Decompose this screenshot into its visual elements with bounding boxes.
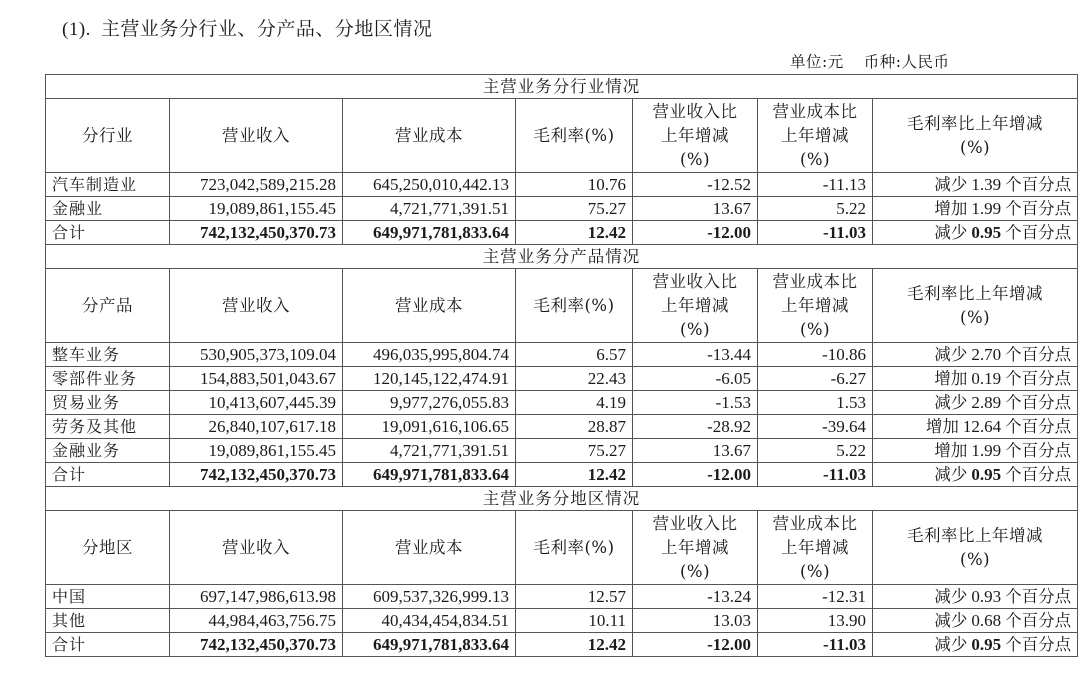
cell-gross-margin: 75.27 xyxy=(516,197,633,221)
margin-direction: 增加 xyxy=(934,368,968,388)
header-revenue: 营业收入 xyxy=(170,99,343,173)
margin-direction: 减少 xyxy=(934,610,968,630)
margin-points: 1.99 xyxy=(971,440,1002,460)
cell-revenue: 742,132,450,370.73 xyxy=(170,221,343,245)
cell-revenue-change: -13.24 xyxy=(633,585,758,609)
margin-points: 0.68 xyxy=(971,610,1002,630)
header-cost-change: 营业成本比 上年增减 (%) xyxy=(758,511,873,585)
cell-margin-change xyxy=(873,391,1078,415)
margin-direction: 增加 xyxy=(925,416,959,436)
header-revenue: 营业收入 xyxy=(170,269,343,343)
cell-gross-margin: 12.42 xyxy=(516,463,633,487)
margin-unit: 个百分点 xyxy=(1005,392,1072,412)
header-gross-margin: 毛利率(%) xyxy=(516,511,633,585)
cell-cost-change: 1.53 xyxy=(758,391,873,415)
cell-revenue-change: 13.67 xyxy=(633,197,758,221)
margin-points: 0.19 xyxy=(971,368,1002,388)
margin-unit: 个百分点 xyxy=(1005,368,1072,388)
total-row xyxy=(46,463,1078,487)
cell-cost: 40,434,454,834.51 xyxy=(343,609,516,633)
main-business-table xyxy=(45,74,1078,657)
cell-gross-margin: 12.42 xyxy=(516,221,633,245)
cell-revenue: 697,147,986,613.98 xyxy=(170,585,343,609)
cell-cost-change: -12.31 xyxy=(758,585,873,609)
cell-revenue: 44,984,463,756.75 xyxy=(170,609,343,633)
margin-unit: 个百分点 xyxy=(1005,198,1072,218)
cell-gross-margin: 22.43 xyxy=(516,367,633,391)
cell-revenue: 19,089,861,155.45 xyxy=(170,197,343,221)
cell-cost: 120,145,122,474.91 xyxy=(343,367,516,391)
header-cost: 营业成本 xyxy=(343,511,516,585)
cell-margin-change xyxy=(873,633,1078,657)
margin-direction: 减少 xyxy=(934,586,968,606)
row-label: 其他 xyxy=(46,609,170,633)
cell-margin-change xyxy=(873,343,1078,367)
cell-revenue: 10,413,607,445.39 xyxy=(170,391,343,415)
row-label: 劳务及其他 xyxy=(46,415,170,439)
cell-cost-change: 13.90 xyxy=(758,609,873,633)
cell-cost: 649,971,781,833.64 xyxy=(343,221,516,245)
margin-unit: 个百分点 xyxy=(1005,634,1072,654)
row-label: 合计 xyxy=(46,633,170,657)
cell-gross-margin: 75.27 xyxy=(516,439,633,463)
cell-revenue-change: -28.92 xyxy=(633,415,758,439)
cell-cost-change: -11.03 xyxy=(758,463,873,487)
cell-revenue: 19,089,861,155.45 xyxy=(170,439,343,463)
cell-gross-margin: 6.57 xyxy=(516,343,633,367)
header-revenue-change: 营业收入比 上年增减 (%) xyxy=(633,511,758,585)
cell-revenue: 26,840,107,617.18 xyxy=(170,415,343,439)
cell-margin-change xyxy=(873,221,1078,245)
margin-points: 0.95 xyxy=(971,464,1002,484)
header-cost: 营业成本 xyxy=(343,269,516,343)
margin-points: 0.95 xyxy=(971,222,1002,242)
section-title-row xyxy=(46,487,1078,511)
margin-unit: 个百分点 xyxy=(1005,464,1072,484)
section-heading-text: 主营业务分行业、分产品、分地区情况 xyxy=(100,18,433,40)
cell-cost: 649,971,781,833.64 xyxy=(343,463,516,487)
table-body xyxy=(46,75,1078,657)
margin-points: 12.64 xyxy=(962,416,1002,436)
cell-revenue-change: 13.03 xyxy=(633,609,758,633)
table-row xyxy=(46,439,1078,463)
section-number: (1). xyxy=(62,19,91,40)
margin-points: 1.39 xyxy=(971,174,1002,194)
table-row xyxy=(46,609,1078,633)
cell-revenue: 154,883,501,043.67 xyxy=(170,367,343,391)
cell-cost: 609,537,326,999.13 xyxy=(343,585,516,609)
header-gross-margin: 毛利率(%) xyxy=(516,99,633,173)
cell-cost-change: -6.27 xyxy=(758,367,873,391)
cell-cost: 19,091,616,106.65 xyxy=(343,415,516,439)
table-row xyxy=(46,391,1078,415)
cell-cost-change: -39.64 xyxy=(758,415,873,439)
cell-gross-margin: 28.87 xyxy=(516,415,633,439)
margin-unit: 个百分点 xyxy=(1005,222,1072,242)
row-label: 零部件业务 xyxy=(46,367,170,391)
cell-gross-margin: 12.57 xyxy=(516,585,633,609)
cell-cost-change: 5.22 xyxy=(758,197,873,221)
column-header-row xyxy=(46,269,1078,343)
cell-cost: 9,977,276,055.83 xyxy=(343,391,516,415)
header-dimension: 分地区 xyxy=(46,511,170,585)
header-margin-change: 毛利率比上年增减 (%) xyxy=(873,269,1078,343)
margin-direction: 减少 xyxy=(934,392,968,412)
cell-revenue-change: -12.00 xyxy=(633,633,758,657)
cell-gross-margin: 12.42 xyxy=(516,633,633,657)
row-label: 金融业 xyxy=(46,197,170,221)
section-heading xyxy=(62,14,432,41)
cell-cost-change: -11.13 xyxy=(758,173,873,197)
cell-gross-margin: 10.11 xyxy=(516,609,633,633)
cell-cost-change: -10.86 xyxy=(758,343,873,367)
header-margin-change: 毛利率比上年增减 (%) xyxy=(873,511,1078,585)
margin-direction: 减少 xyxy=(934,634,968,654)
table-row xyxy=(46,415,1078,439)
cell-revenue: 742,132,450,370.73 xyxy=(170,463,343,487)
row-label: 汽车制造业 xyxy=(46,173,170,197)
section-title: 主营业务分行业情况 xyxy=(46,75,1078,99)
section-title-row xyxy=(46,245,1078,269)
header-margin-change: 毛利率比上年增减 (%) xyxy=(873,99,1078,173)
cell-cost: 649,971,781,833.64 xyxy=(343,633,516,657)
cell-revenue: 723,042,589,215.28 xyxy=(170,173,343,197)
row-label: 贸易业务 xyxy=(46,391,170,415)
margin-unit: 个百分点 xyxy=(1005,174,1072,194)
margin-unit: 个百分点 xyxy=(1005,586,1072,606)
cell-cost: 496,035,995,804.74 xyxy=(343,343,516,367)
cell-margin-change xyxy=(873,367,1078,391)
margin-unit: 个百分点 xyxy=(1005,344,1072,364)
currency-label: 币种:人民币 xyxy=(863,53,950,71)
cell-cost-change: 5.22 xyxy=(758,439,873,463)
margin-points: 0.95 xyxy=(971,634,1002,654)
margin-direction: 增加 xyxy=(934,440,968,460)
section-title: 主营业务分地区情况 xyxy=(46,487,1078,511)
section-title: 主营业务分产品情况 xyxy=(46,245,1078,269)
row-label: 中国 xyxy=(46,585,170,609)
cell-revenue-change: -12.00 xyxy=(633,463,758,487)
column-header-row xyxy=(46,99,1078,173)
cell-margin-change xyxy=(873,585,1078,609)
header-dimension: 分行业 xyxy=(46,99,170,173)
cell-revenue-change: -13.44 xyxy=(633,343,758,367)
margin-unit: 个百分点 xyxy=(1005,610,1072,630)
header-revenue-change: 营业收入比 上年增减 (%) xyxy=(633,269,758,343)
margin-points: 0.93 xyxy=(971,586,1002,606)
row-label: 整车业务 xyxy=(46,343,170,367)
cell-revenue-change: -12.00 xyxy=(633,221,758,245)
cell-margin-change xyxy=(873,415,1078,439)
header-gross-margin: 毛利率(%) xyxy=(516,269,633,343)
header-cost: 营业成本 xyxy=(343,99,516,173)
header-dimension: 分产品 xyxy=(46,269,170,343)
cell-margin-change xyxy=(873,463,1078,487)
cell-margin-change xyxy=(873,439,1078,463)
cell-revenue-change: 13.67 xyxy=(633,439,758,463)
cell-cost-change: -11.03 xyxy=(758,633,873,657)
table-row xyxy=(46,367,1078,391)
cell-cost-change: -11.03 xyxy=(758,221,873,245)
cell-cost: 4,721,771,391.51 xyxy=(343,197,516,221)
unit-label: 单位:元 xyxy=(790,53,844,71)
cell-revenue: 530,905,373,109.04 xyxy=(170,343,343,367)
cell-revenue-change: -12.52 xyxy=(633,173,758,197)
cell-revenue-change: -6.05 xyxy=(633,367,758,391)
row-label: 合计 xyxy=(46,463,170,487)
cell-margin-change xyxy=(873,173,1078,197)
margin-direction: 减少 xyxy=(934,222,968,242)
row-label: 合计 xyxy=(46,221,170,245)
row-label: 金融业务 xyxy=(46,439,170,463)
cell-revenue: 742,132,450,370.73 xyxy=(170,633,343,657)
cell-margin-change xyxy=(873,197,1078,221)
margin-direction: 减少 xyxy=(934,464,968,484)
total-row xyxy=(46,221,1078,245)
cell-gross-margin: 4.19 xyxy=(516,391,633,415)
header-cost-change: 营业成本比 上年增减 (%) xyxy=(758,99,873,173)
total-row xyxy=(46,633,1078,657)
cell-revenue-change: -1.53 xyxy=(633,391,758,415)
header-cost-change: 营业成本比 上年增减 (%) xyxy=(758,269,873,343)
margin-points: 1.99 xyxy=(971,198,1002,218)
margin-direction: 增加 xyxy=(934,198,968,218)
cell-gross-margin: 10.76 xyxy=(516,173,633,197)
header-revenue-change: 营业收入比 上年增减 (%) xyxy=(633,99,758,173)
cell-cost: 4,721,771,391.51 xyxy=(343,439,516,463)
table-row xyxy=(46,343,1078,367)
cell-cost: 645,250,010,442.13 xyxy=(343,173,516,197)
margin-direction: 减少 xyxy=(934,344,968,364)
margin-unit: 个百分点 xyxy=(1005,416,1072,436)
margin-points: 2.89 xyxy=(971,392,1002,412)
header-revenue: 营业收入 xyxy=(170,511,343,585)
cell-margin-change xyxy=(873,609,1078,633)
unit-currency-note xyxy=(790,50,949,72)
margin-direction: 减少 xyxy=(934,174,968,194)
column-header-row xyxy=(46,511,1078,585)
margin-points: 2.70 xyxy=(971,344,1002,364)
section-title-row xyxy=(46,75,1078,99)
margin-unit: 个百分点 xyxy=(1005,440,1072,460)
table-row xyxy=(46,173,1078,197)
table-row xyxy=(46,585,1078,609)
table-row xyxy=(46,197,1078,221)
